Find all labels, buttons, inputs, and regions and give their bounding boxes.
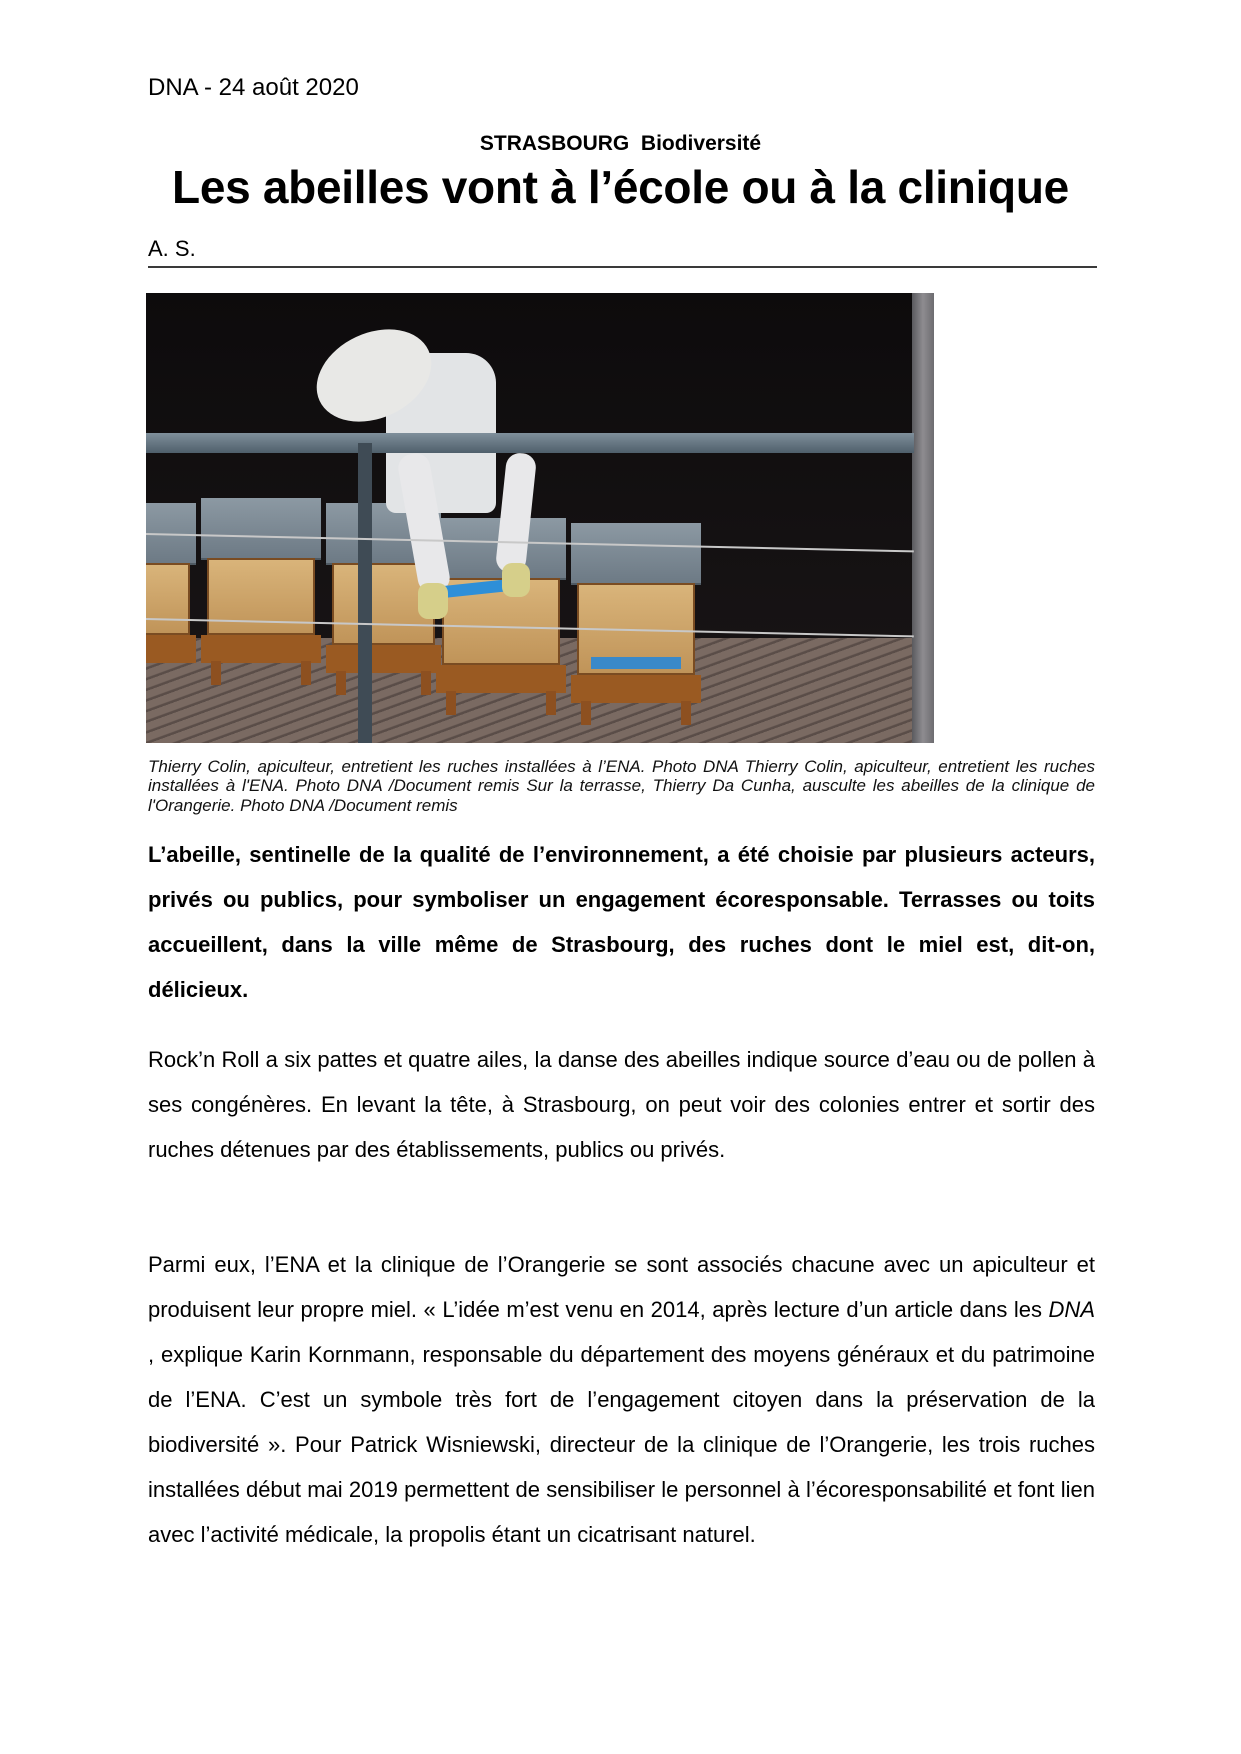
- article-lead: L’abeille, sentinelle de la qualité de l’environnement, a été choisie par plusieurs acteurs, privés ou publics, pour symboliser un engagement écoresponsable. Terrasses ou toits accueillent, dans la ville même de Strasbourg, des ruches dont le miel est, dit-on, délicieux.: [148, 842, 1095, 1002]
- photo-railing-post: [358, 443, 372, 743]
- header-divider: [148, 266, 1097, 268]
- source-date: DNA - 24 août 2020: [148, 74, 359, 101]
- photo-glove: [502, 563, 530, 597]
- photo-caption: Thierry Colin, apiculteur, entretient les ruches installées à l’ENA. Photo DNA Thierry Colin, apiculteur, entretient les ruches installées à l'ENA. Photo DNA /Document remis Sur la terrasse, Thierry Da Cunha, ausculte les abeilles de la clinique de l'Orangerie. Photo DNA /Document remis: [148, 757, 1095, 815]
- photo-glove: [418, 583, 448, 619]
- paragraph-text: Parmi eux, l’ENA et la clinique de l’Orangerie se sont associés chacune avec un apiculteur et produisent leur propre miel. « L’idée m’est venu en 2014, après lecture d’un article dans les: [148, 1252, 1095, 1322]
- author-byline: A. S.: [148, 236, 196, 261]
- article-paragraph: [148, 1242, 1095, 1557]
- photo-hive: [146, 503, 196, 663]
- section-kicker: STRASBOURG Biodiversité: [479, 132, 762, 155]
- photo-hive: [571, 523, 701, 703]
- article-paragraph: Rock’n Roll a six pattes et quatre ailes, la danse des abeilles indique source d’eau ou de pollen à ses congénères. En levant la tête, à Strasbourg, on peut voir des colonies entrer et sortir des ruches détenues par des établissements, publics ou privés.: [148, 1047, 1095, 1162]
- article-photo: [146, 293, 934, 743]
- publication-name: DNA: [1048, 1297, 1095, 1322]
- photo-hive: [201, 498, 321, 663]
- photo-railing: [146, 433, 914, 453]
- headline: Les abeilles vont à l’école ou à la clinique: [172, 161, 1069, 213]
- photo-wall-edge: [912, 293, 934, 743]
- paragraph-text: , explique Karin Kornmann, responsable du département des moyens généraux et du patrimoine de l’ENA. C’est un symbole très fort de l’engagement citoyen dans la préservation de la biodiversité ». Pour Patrick Wisniewski, directeur de la clinique de l’Orangerie, les trois ruches installées début mai 2019 permettent de sensibiliser le personnel à l’écoresponsabilité et font lien avec l’activité médicale, la propolis étant un cicatrisant naturel.: [148, 1342, 1095, 1547]
